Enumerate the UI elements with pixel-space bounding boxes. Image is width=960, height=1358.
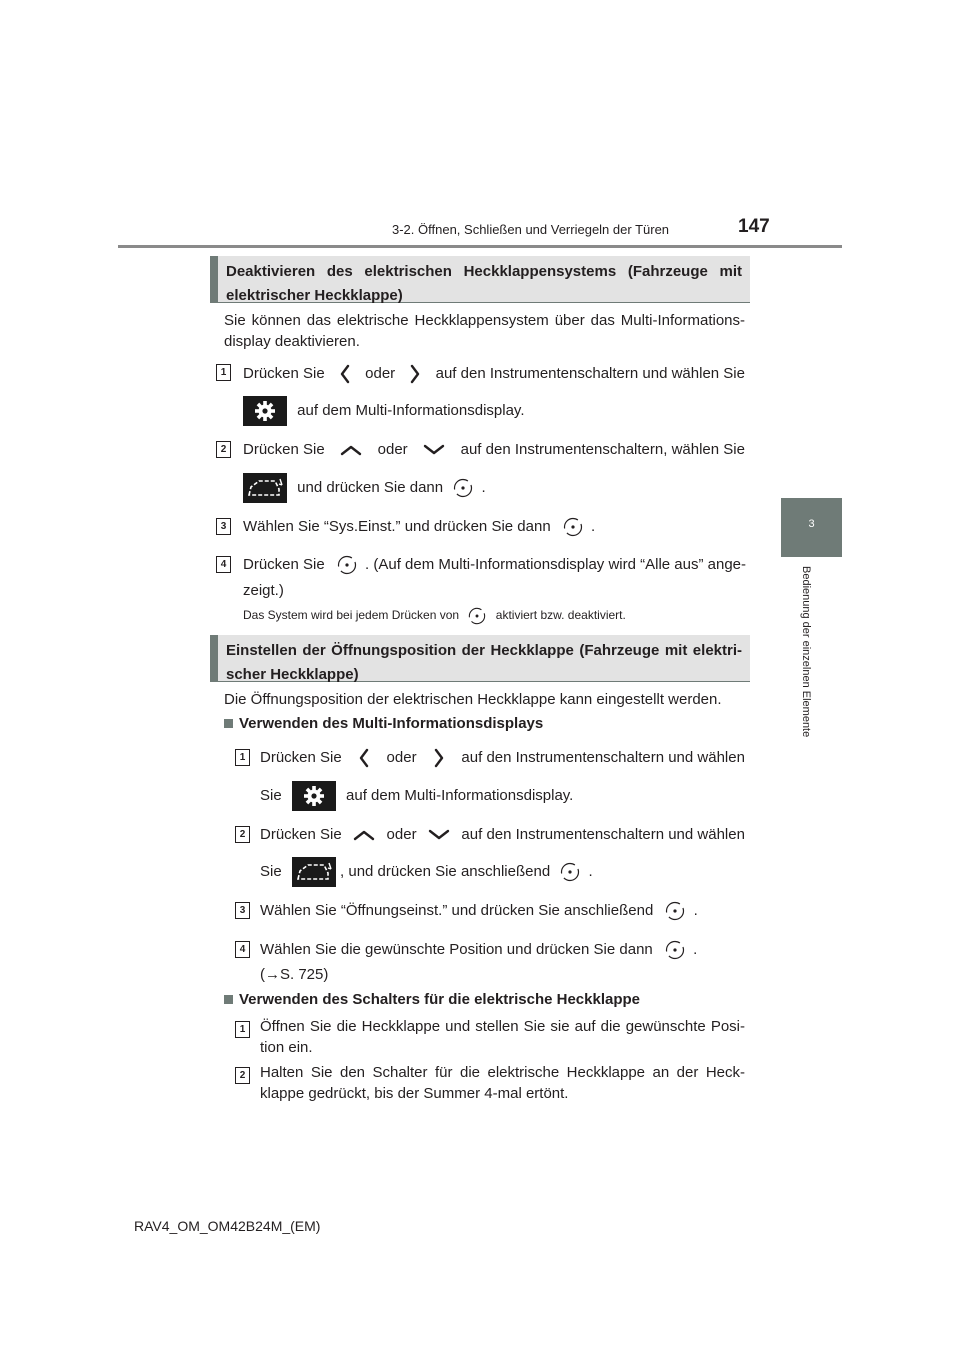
subsection-heading	[224, 715, 543, 732]
step-line	[260, 823, 745, 847]
section-heading-opening-position	[210, 635, 750, 682]
step-text: Halten Sie den Schalter für die elektrische Heckklappe an der Heck-	[260, 1064, 745, 1081]
step-text: oder	[377, 441, 408, 458]
step-number: 3	[235, 902, 250, 919]
chevron-up-icon	[352, 829, 376, 841]
intro-line2: display deaktivieren.	[224, 333, 360, 350]
chapter-title: Bedienung der einzelnen Elemente	[800, 566, 812, 738]
step-text: klappe gedrückt, bis der Summer 4-mal ertönt.	[260, 1085, 569, 1102]
ok-button-icon	[665, 940, 685, 960]
step-number: 1	[235, 1021, 250, 1038]
step-text: Drücken Sie	[260, 749, 342, 766]
chevron-right-icon	[433, 748, 445, 768]
step-number: 2	[216, 441, 231, 458]
step-number: 1	[216, 364, 231, 381]
section-heading-line1: Einstellen der Öffnungsposition der Heckklappe (Fahrzeuge mit elektri-	[226, 642, 742, 659]
chevron-right-icon	[409, 364, 421, 384]
step-text: auf den Instrumentenschaltern und wählen	[461, 826, 745, 843]
settings-gear-icon	[243, 396, 287, 426]
intro-line1: Sie können das elektrische Heckklappensystem über das Multi-Informations-	[224, 312, 745, 329]
step-line	[260, 781, 573, 811]
section-heading-deactivate	[210, 256, 750, 303]
chapter-number: 3	[808, 518, 815, 530]
step-number: 2	[235, 826, 250, 843]
step-text: Sie	[260, 863, 282, 880]
intro-text: Die Öffnungsposition der elektrischen Heckklappe kann eingestellt werden.	[224, 691, 722, 708]
step-text: auf den Instrumentenschaltern und wählen	[461, 749, 745, 766]
header-rule	[118, 245, 842, 248]
step-number: 3	[216, 518, 231, 535]
subsection-heading	[224, 991, 640, 1008]
subsection-title: Verwenden des Multi-Informationsdisplays	[239, 715, 544, 732]
section-heading-line2: elektrischer Heckklappe)	[226, 287, 403, 304]
step-text: und drücken Sie dann	[297, 479, 444, 496]
step-text: Drücken Sie	[243, 365, 325, 382]
page-reference[interactable]: (→S. 725)	[260, 966, 329, 983]
settings-gear-icon	[292, 781, 336, 811]
step-text: auf den Instrumentenschaltern und wählen Sie	[435, 365, 745, 382]
step-number: 2	[235, 1067, 250, 1084]
step-text: .	[693, 902, 698, 919]
tailgate-icon	[243, 473, 287, 503]
step-line	[260, 746, 745, 770]
note	[243, 607, 626, 625]
step-text: Wählen Sie “Öffnungseinst.” und drücken Sie anschließend	[260, 902, 654, 919]
step-text: Wählen Sie “Sys.Einst.” und drücken Sie dann	[243, 518, 551, 535]
chevron-left-icon	[358, 748, 370, 768]
subsection-title: Verwenden des Schalters für die elektrische Heckklappe	[239, 991, 641, 1008]
section-heading-line1: Deaktivieren des elektrischen Heckklappensystems (Fahrzeuge mit	[226, 263, 742, 280]
step-line	[243, 362, 745, 386]
step-line	[243, 515, 595, 539]
document-code: RAV4_OM_OM42B24M_(EM)	[134, 1218, 321, 1234]
note-text: aktiviert bzw. deaktiviert.	[495, 608, 626, 623]
tailgate-icon	[292, 857, 336, 887]
step-line	[243, 438, 745, 462]
step-text: Drücken Sie	[260, 826, 342, 843]
step-text: , und drücken Sie anschließend	[340, 863, 551, 880]
chapter-tab	[781, 498, 842, 557]
ok-button-icon	[560, 862, 580, 882]
ok-button-icon	[337, 555, 357, 575]
step-line	[260, 899, 698, 923]
square-bullet-icon	[224, 995, 233, 1004]
step-text: zeigt.)	[243, 582, 284, 599]
step-text: tion ein.	[260, 1039, 313, 1056]
step-number: 1	[235, 749, 250, 766]
step-line	[260, 938, 697, 962]
ok-button-icon	[453, 478, 473, 498]
step-text: Wählen Sie die gewünschte Position und drücken Sie dann	[260, 941, 653, 958]
step-text: auf den Instrumentenschaltern, wählen Sie	[460, 441, 745, 458]
ok-button-icon	[563, 517, 583, 537]
step-text: .	[588, 863, 593, 880]
step-text: oder	[386, 826, 417, 843]
page-number: 147	[738, 216, 770, 237]
step-text: auf dem Multi-Informationsdisplay.	[346, 787, 574, 804]
step-text: Drücken Sie	[243, 441, 325, 458]
step-number: 4	[216, 556, 231, 573]
ok-button-icon	[665, 901, 685, 921]
note-text: Das System wird bei jedem Drücken von	[243, 608, 460, 623]
step-line	[243, 553, 746, 577]
chevron-down-icon	[427, 829, 451, 841]
step-text: .	[481, 479, 486, 496]
step-text: oder	[365, 365, 396, 382]
chevron-down-icon	[422, 444, 446, 456]
chevron-left-icon	[339, 364, 351, 384]
step-text: .	[693, 941, 698, 958]
step-text: Sie	[260, 787, 282, 804]
header-section-title: 3-2. Öffnen, Schließen und Verriegeln der Türen	[392, 222, 670, 237]
step-text: .	[591, 518, 596, 535]
step-number: 4	[235, 941, 250, 958]
section-heading-line2: scher Heckklappe)	[226, 666, 359, 683]
step-line	[260, 857, 593, 887]
step-text: auf dem Multi-Informationsdisplay.	[297, 402, 525, 419]
square-bullet-icon	[224, 719, 233, 728]
step-line	[243, 473, 486, 503]
step-text: . (Auf dem Multi-Informationsdisplay wird “Alle aus” ange-	[365, 556, 747, 573]
step-text: oder	[386, 749, 417, 766]
step-line	[243, 396, 525, 426]
step-text: Drücken Sie	[243, 556, 325, 573]
step-text: Öffnen Sie die Heckklappe und stellen Sie sie auf die gewünschte Posi-	[260, 1018, 745, 1035]
ok-button-icon	[468, 607, 486, 625]
chevron-up-icon	[339, 444, 363, 456]
